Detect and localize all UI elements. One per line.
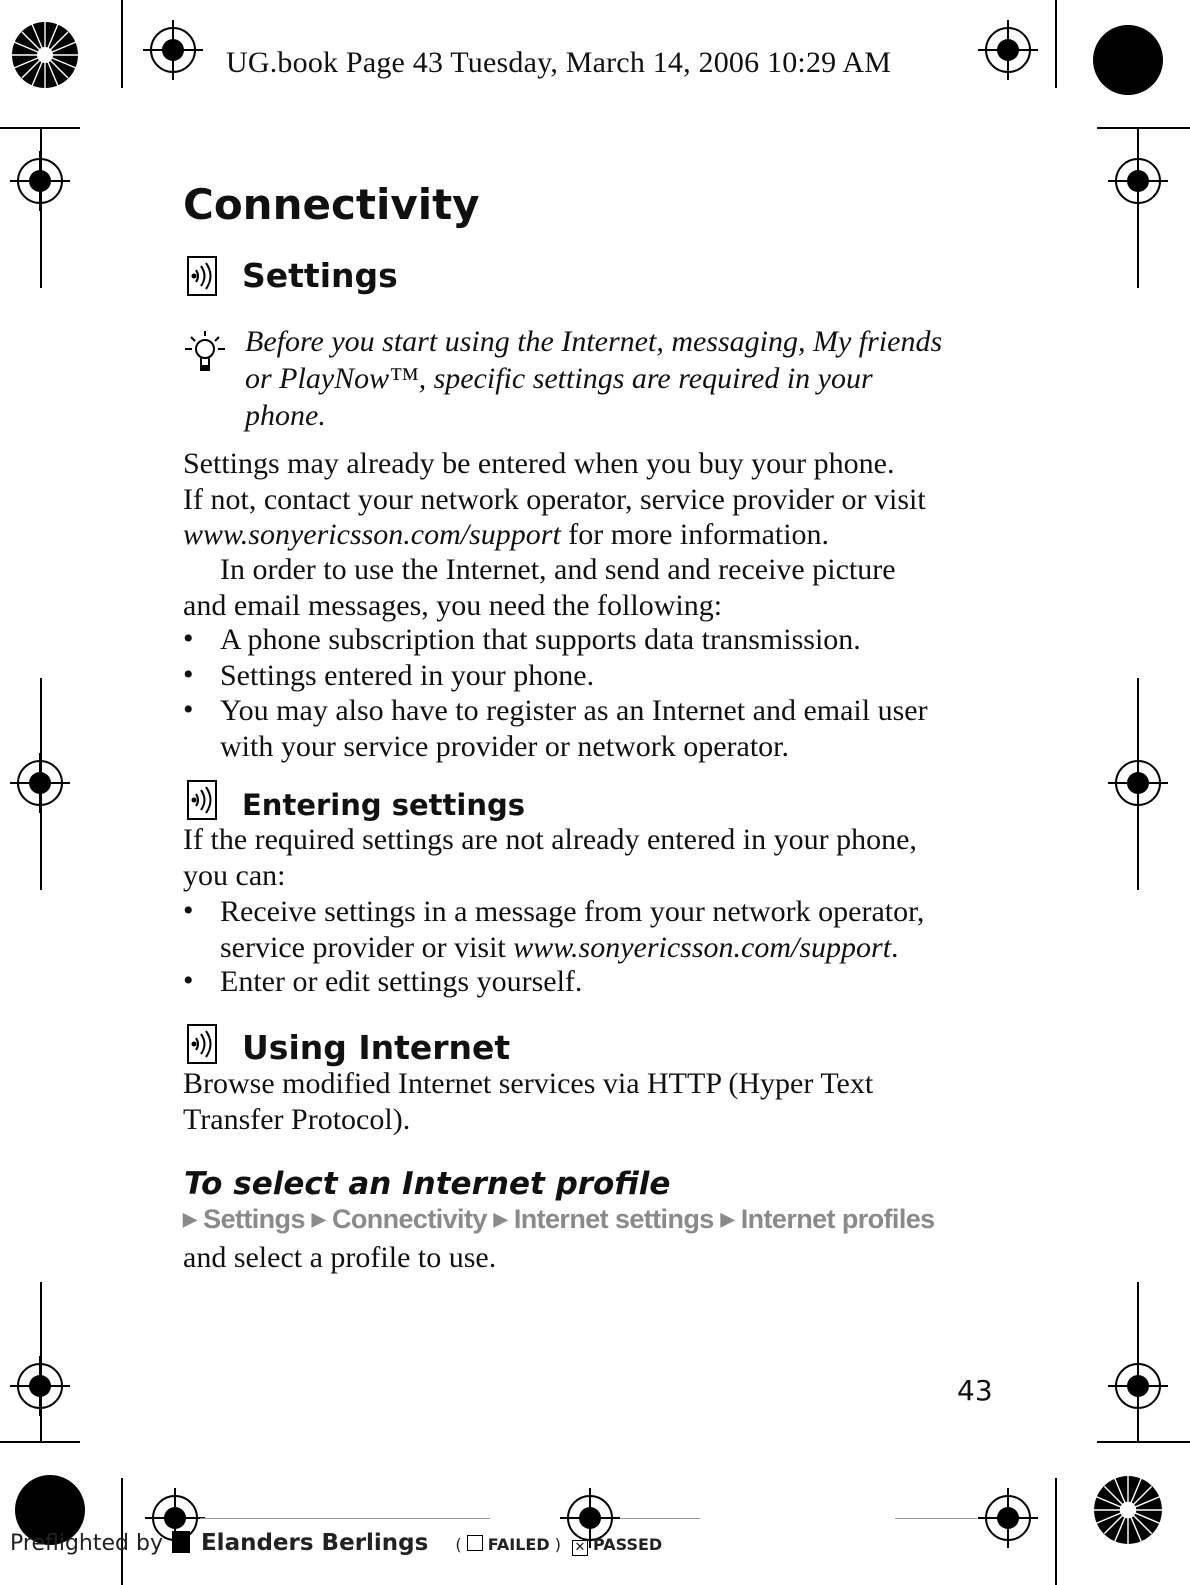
phone-signal-icon <box>187 780 217 820</box>
text-line: If not, contact your network operator, service provider or visit <box>183 482 926 516</box>
text-line: with your service provider or network operator. <box>220 729 789 763</box>
bullet-marker: • <box>183 622 194 655</box>
text-line: In order to use the Internet, and send and receive picture <box>220 553 896 586</box>
company-name: Elanders Berlings <box>200 1530 429 1556</box>
page-number: 43 <box>957 1374 993 1407</box>
crop-line <box>1097 1441 1190 1443</box>
text-line: Receive settings in a message from your network operator, <box>220 895 925 928</box>
section-heading-using-internet: Using Internet <box>242 1028 511 1067</box>
menu-item-settings[interactable]: Settings <box>203 1204 305 1234</box>
corner-rosette-icon <box>10 20 80 90</box>
section-heading-settings: Settings <box>242 256 398 295</box>
crop-line <box>1137 128 1139 288</box>
passed-label: PASSED <box>593 1535 663 1554</box>
text-line: you can: <box>183 858 286 892</box>
preflight-footer <box>10 1530 662 1556</box>
crop-line <box>0 1441 80 1443</box>
tip-line: Before you start using the Internet, messaging, My friends <box>245 325 943 358</box>
running-head: UG.book Page 43 Tuesday, March 14, 2006 10:29 AM <box>226 46 892 79</box>
corner-rosette-icon <box>1092 1474 1164 1546</box>
crop-line <box>1137 678 1139 890</box>
tip-line: or PlayNow™, specific settings are required in your <box>245 362 873 395</box>
passed-indicator <box>572 1535 662 1554</box>
bullet-marker: • <box>183 658 194 691</box>
crop-line <box>1055 0 1057 88</box>
tip-text <box>245 323 942 434</box>
text-line: Settings may already be entered when you buy your phone. <box>183 447 895 480</box>
menu-arrow-icon: ▶ <box>311 1209 326 1229</box>
text-line: If the required settings are not already entered in your phone, <box>183 823 917 856</box>
text-line: You may also have to register as an Internet and email user <box>220 694 928 727</box>
section-heading-entering-settings: Entering settings <box>242 788 525 822</box>
text-line: and email messages, you need the following: <box>183 588 723 622</box>
phone-signal-icon <box>187 1024 217 1064</box>
list-item <box>220 894 924 965</box>
list-item: A phone subscription that supports data transmission. <box>220 623 861 656</box>
menu-arrow-icon: ▶ <box>720 1209 734 1229</box>
support-link[interactable]: www.sonyericsson.com/support <box>183 518 561 551</box>
internet-body <box>183 1066 873 1137</box>
menu-arrow-icon: ▶ <box>183 1209 197 1229</box>
crop-line <box>40 128 42 288</box>
crop-line <box>1097 127 1190 129</box>
text-line: Transfer Protocol). <box>183 1102 411 1136</box>
crop-line <box>895 1518 977 1519</box>
registration-mark-icon <box>143 20 203 80</box>
list-item: Settings entered in your phone. <box>220 659 595 692</box>
text-span: service provider or visit <box>220 930 514 964</box>
phone-signal-icon <box>187 256 217 296</box>
procedure-heading: To select an Internet profile <box>184 1166 671 1202</box>
tip-line: phone. <box>245 399 326 432</box>
company-logo-icon <box>172 1531 190 1553</box>
text-line: Browse modified Internet services via HTTP (Hyper Text <box>183 1067 874 1100</box>
list-item: Enter or edit settings yourself. <box>220 965 583 998</box>
crop-line <box>620 1518 700 1519</box>
failed-label: FAILED <box>487 1535 550 1554</box>
text-line <box>183 517 926 553</box>
corner-dot-icon <box>1092 24 1164 96</box>
checkbox-empty-icon <box>467 1535 483 1551</box>
bullet-marker: • <box>183 894 194 927</box>
support-link[interactable]: www.sonyericsson.com/support <box>513 930 892 964</box>
text-span: for more information. <box>560 518 830 551</box>
checkbox-checked-icon: ✕ <box>572 1540 588 1556</box>
registration-mark-icon <box>978 20 1038 80</box>
bullet-marker: • <box>183 693 194 726</box>
menu-path <box>183 1204 935 1235</box>
lightbulb-tip-icon <box>181 327 229 375</box>
menu-item-connectivity[interactable]: Connectivity <box>331 1204 487 1234</box>
text-line <box>220 930 924 966</box>
menu-item-internet-settings[interactable]: Internet settings <box>513 1204 714 1234</box>
registration-mark-icon <box>978 1488 1038 1548</box>
crop-line <box>200 1518 490 1519</box>
bullet-marker: • <box>183 964 194 997</box>
failed-indicator: ( FAILED ) <box>455 1535 561 1554</box>
list-item <box>220 693 928 764</box>
settings-paragraph-1 <box>183 446 926 553</box>
crop-line <box>121 0 123 88</box>
crop-line <box>1055 1478 1057 1585</box>
crop-line <box>40 678 42 890</box>
entering-intro <box>183 822 917 893</box>
text-span: . <box>891 930 899 964</box>
crop-line <box>1137 1282 1139 1442</box>
after-path-text: and select a profile to use. <box>183 1241 497 1274</box>
settings-paragraph-2 <box>183 552 896 623</box>
preflight-label: Preflighted by <box>10 1531 163 1556</box>
menu-arrow-icon: ▶ <box>493 1209 507 1229</box>
page-title: Connectivity <box>183 180 480 229</box>
crop-line <box>40 1282 42 1442</box>
menu-item-internet-profiles[interactable]: Internet profiles <box>740 1204 935 1234</box>
